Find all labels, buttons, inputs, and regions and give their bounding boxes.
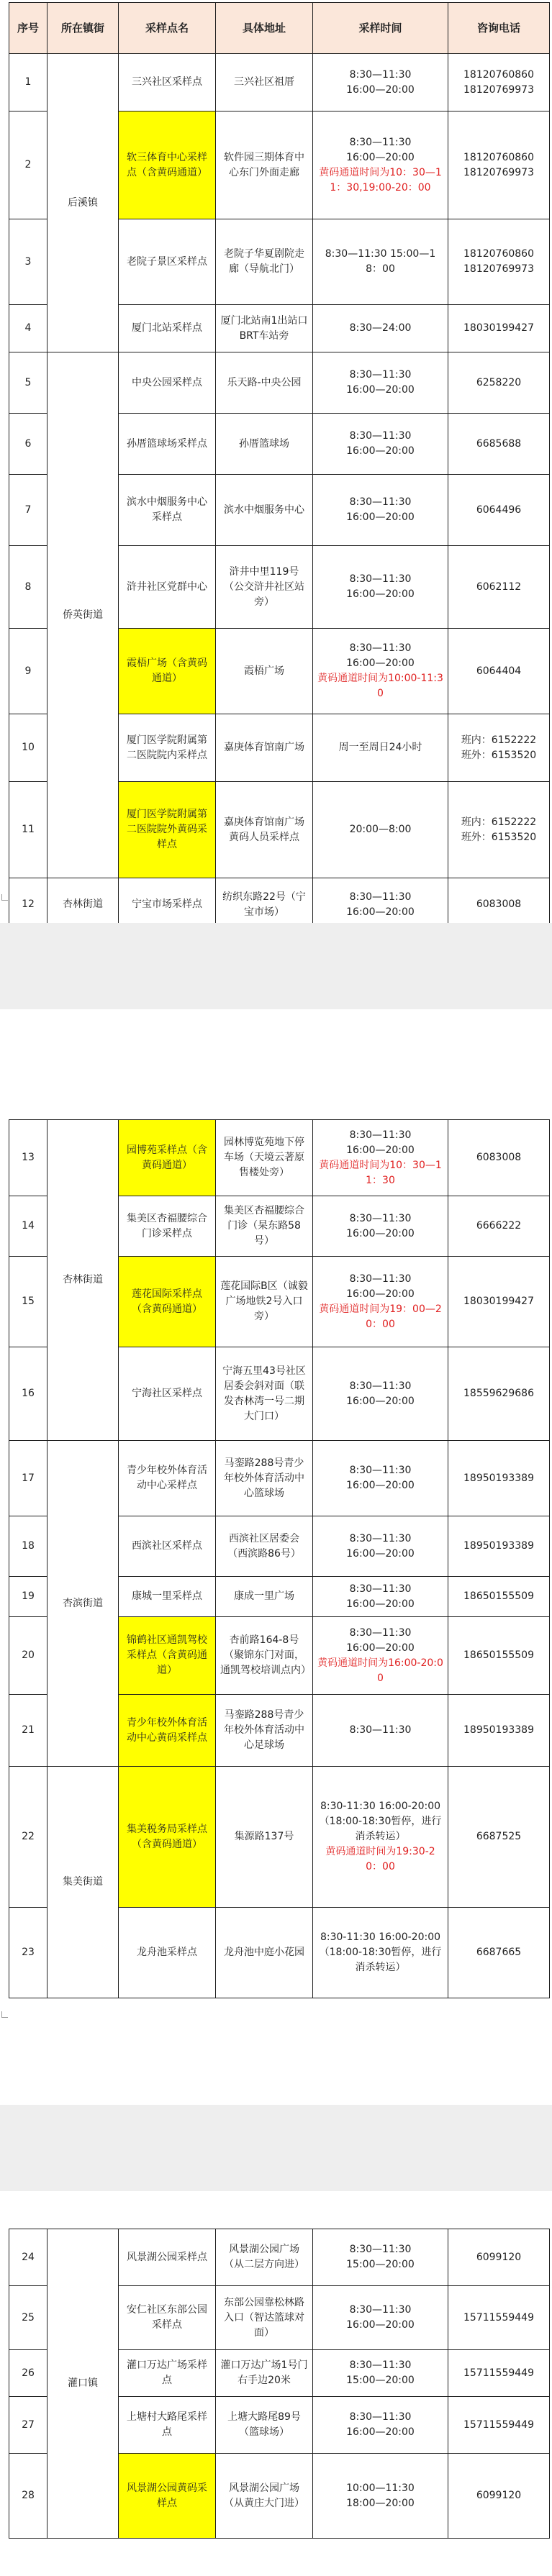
phone-number: 6687665	[448, 1908, 550, 1998]
phone-number: 6666222	[448, 1196, 550, 1257]
row-number: 20	[9, 1617, 47, 1695]
sampling-table-part-2	[9, 1119, 550, 1998]
phone-number: 15711559449	[448, 2397, 550, 2454]
sampling-time	[313, 305, 448, 352]
row-number: 11	[9, 782, 47, 878]
header-phone: 咨询电话	[448, 3, 550, 54]
site-name: 中央公园采样点	[119, 352, 216, 414]
town-name: 杏林街道	[47, 1120, 119, 1441]
row-number: 28	[9, 2454, 47, 2539]
site-name: 三兴社区采样点	[119, 54, 216, 111]
site-address: 灌口万达广场1号门右手边20米	[216, 2350, 313, 2397]
row-number: 8	[9, 546, 47, 629]
sampling-time	[313, 219, 448, 305]
site-name: 宁海社区采样点	[119, 1347, 216, 1441]
row-number: 25	[9, 2286, 47, 2350]
site-name: 康城一里采样点	[119, 1577, 216, 1617]
time-text: 8:30—11:30 16:00—20:00	[346, 1626, 415, 1654]
row-number: 9	[9, 629, 47, 714]
page-corner-mark	[1, 2011, 8, 2018]
row-number: 23	[9, 1908, 47, 1998]
yellow-code-time-note: 黄码通道时间为16:00-20:00	[317, 1657, 443, 1684]
site-address: 上塘大路尾89号（篮球场）	[216, 2397, 313, 2454]
site-address: 宁海五里43号社区居委会斜对面（联发杏林湾一号二期大门口）	[216, 1347, 313, 1441]
site-address: 浒井中里119号（公交浒井社区站旁）	[216, 546, 313, 629]
phone-number: 6083008	[448, 1120, 550, 1196]
row-number: 26	[9, 2350, 47, 2397]
table-row	[9, 1120, 550, 1196]
time-text: 10:00—11:30 18:00—20:00	[346, 2482, 415, 2509]
sampling-time	[313, 2454, 448, 2539]
time-text: 8:30—11:30 16:00—20:00	[346, 1583, 415, 1610]
table-row	[9, 352, 550, 414]
site-address: 老院子华夏剧院走廊（导航北门）	[216, 219, 313, 305]
sampling-time	[313, 1347, 448, 1441]
header-address: 具体地址	[216, 3, 313, 54]
site-address: 马銮路288号青少年校外体育活动中心篮球场	[216, 1441, 313, 1516]
site-address: 风景湖公园广场（从黄庄大门进）	[216, 2454, 313, 2539]
yellow-code-time-note: 黄码通道时间为10：30—11：30,19:00-20：00	[319, 166, 442, 194]
row-number: 14	[9, 1196, 47, 1257]
time-text: 8:30—11:30 16:00—20:00	[346, 369, 415, 396]
row-number: 18	[9, 1516, 47, 1577]
row-number: 13	[9, 1120, 47, 1196]
phone-number: 18120760860 18120769973	[448, 111, 550, 219]
row-number: 10	[9, 714, 47, 782]
time-text: 8:30—11:30 16:00—20:00	[346, 2411, 415, 2438]
time-text: 8:30—11:30 16:00—20:00	[346, 68, 415, 96]
site-address: 三兴社区祖厝	[216, 54, 313, 111]
site-address: 西滨社区居委会（西滨路86号）	[216, 1516, 313, 1577]
row-number: 1	[9, 54, 47, 111]
row-number: 27	[9, 2397, 47, 2454]
time-text: 8:30—11:30 16:00—20:00	[346, 136, 415, 163]
time-text: 8:30—11:30 16:00—20:00	[346, 1212, 415, 1239]
site-name: 软三体育中心采样点（含黄码通道）	[119, 111, 216, 219]
phone-number: 18030199427	[448, 305, 550, 352]
site-name: 安仁社区东部公园采样点	[119, 2286, 216, 2350]
sampling-table-part-3	[9, 2229, 550, 2539]
phone-number: 班内：6152222 班外：6153520	[448, 782, 550, 878]
site-address: 嘉庚体育馆南广场	[216, 714, 313, 782]
site-name: 宁宝市场采样点	[119, 878, 216, 932]
time-text: 8:30—11:30 16:00—20:00	[346, 1465, 415, 1491]
site-name: 上塘村大路尾采样点	[119, 2397, 216, 2454]
page-3	[9, 2229, 549, 2539]
phone-number: 6099120	[448, 2454, 550, 2539]
town-name: 侨英街道	[47, 352, 119, 878]
page-2	[9, 1119, 549, 1998]
sampling-time	[313, 1577, 448, 1617]
site-name: 滨水中烟服务中心采样点	[119, 475, 216, 546]
page-corner-mark	[1, 894, 8, 901]
sampling-table-part-1	[9, 2, 550, 932]
sampling-time	[313, 1617, 448, 1695]
header-row	[9, 3, 550, 54]
site-address: 东部公园靠松林路入口（智达篮球对面）	[216, 2286, 313, 2350]
phone-number: 6083008	[448, 878, 550, 932]
phone-number: 18650155509	[448, 1617, 550, 1695]
row-number: 19	[9, 1577, 47, 1617]
row-number: 17	[9, 1441, 47, 1516]
row-number: 24	[9, 2229, 47, 2286]
site-address: 康成一里广场	[216, 1577, 313, 1617]
site-address: 滨水中烟服务中心	[216, 475, 313, 546]
site-name: 西滨社区采样点	[119, 1516, 216, 1577]
sampling-time	[313, 1257, 448, 1347]
sampling-time	[313, 1908, 448, 1998]
time-text: 8:30-11:30 16:00-20:00 （18:00-18:30暂停，进行消杀转运）	[319, 1801, 442, 1842]
site-name: 锦鹤社区通凯驾校采样点（含黄码通道）	[119, 1617, 216, 1695]
table-row	[9, 1767, 550, 1908]
phone-number: 6062112	[448, 546, 550, 629]
site-name: 浒井社区党群中心	[119, 546, 216, 629]
sampling-time	[313, 2229, 448, 2286]
site-name: 集美区杏福腰综合门诊采样点	[119, 1196, 216, 1257]
site-address: 孙厝篮球场	[216, 414, 313, 475]
row-number: 6	[9, 414, 47, 475]
row-number: 3	[9, 219, 47, 305]
row-number: 2	[9, 111, 47, 219]
sampling-time	[313, 414, 448, 475]
site-address: 纺织东路22号（宁宝市场）	[216, 878, 313, 932]
site-address: 园林博览苑地下停车场（天境云著原售楼处旁）	[216, 1120, 313, 1196]
site-address: 马銮路288号青少年校外体育活动中心足球场	[216, 1695, 313, 1767]
sampling-time	[313, 54, 448, 111]
page-gap-2	[0, 2105, 552, 2191]
phone-number: 班内：6152222 班外：6153520	[448, 714, 550, 782]
yellow-code-time-note: 黄码通道时间为19：00—20：00	[319, 1303, 442, 1330]
time-text: 20:00—8:00	[349, 824, 412, 835]
sampling-time	[313, 352, 448, 414]
time-text: 8:30—11:30 16:00—20:00	[346, 2304, 415, 2331]
time-text: 8:30—11:30 15:00—20:00	[346, 2359, 415, 2386]
site-address: 集源路137号	[216, 1767, 313, 1908]
row-number: 5	[9, 352, 47, 414]
site-name: 集美税务局采样点（含黄码通道）	[119, 1767, 216, 1908]
town-name: 集美街道	[47, 1767, 119, 1998]
sampling-time	[313, 629, 448, 714]
phone-number: 18950193389	[448, 1695, 550, 1767]
time-text: 周一至周日24小时	[338, 742, 422, 753]
site-name: 风景湖公园黄码采样点	[119, 2454, 216, 2539]
time-text: 8:30—11:30 16:00—20:00	[346, 891, 415, 918]
sampling-time	[313, 2350, 448, 2397]
town-name: 杏滨街道	[47, 1441, 119, 1767]
time-text: 8:30—11:30	[349, 1724, 412, 1736]
site-name: 厦门医学院附属第二医院院内采样点	[119, 714, 216, 782]
time-text: 8:30—11:30 16:00—20:00	[346, 430, 415, 457]
site-name: 龙舟池采样点	[119, 1908, 216, 1998]
header-time: 采样时间	[313, 3, 448, 54]
site-address: 杏前路164-8号（聚锦东门对面，通凯驾校培训点内）	[216, 1617, 313, 1695]
sampling-time	[313, 1767, 448, 1908]
phone-number: 18950193389	[448, 1441, 550, 1516]
site-address: 嘉庚体育馆南广场黄码人员采样点	[216, 782, 313, 878]
sampling-time	[313, 1695, 448, 1767]
phone-number: 15711559449	[448, 2286, 550, 2350]
table-row	[9, 1441, 550, 1516]
sampling-time	[313, 111, 448, 219]
sampling-time	[313, 475, 448, 546]
row-number: 21	[9, 1695, 47, 1767]
time-text: 8:30—11:30 15:00—18：00	[325, 248, 436, 275]
time-text: 8:30—11:30 16:00—20:00	[346, 642, 415, 669]
row-number: 15	[9, 1257, 47, 1347]
phone-number: 18650155509	[448, 1577, 550, 1617]
site-address: 霞梧广场	[216, 629, 313, 714]
phone-number: 6064404	[448, 629, 550, 714]
site-address: 乐天路-中央公园	[216, 352, 313, 414]
row-number: 22	[9, 1767, 47, 1908]
sampling-time	[313, 782, 448, 878]
phone-number: 18559629686	[448, 1347, 550, 1441]
phone-number: 18120760860 18120769973	[448, 219, 550, 305]
phone-number: 6685688	[448, 414, 550, 475]
page-gap-1	[0, 923, 552, 1009]
sampling-time	[313, 2286, 448, 2350]
phone-number: 18950193389	[448, 1516, 550, 1577]
header-no: 序号	[9, 3, 47, 54]
table-row	[9, 54, 550, 111]
time-text: 8:30—11:30 16:00—20:00	[346, 1129, 415, 1156]
site-address: 风景湖公园广场（从二层方向进）	[216, 2229, 313, 2286]
sampling-time	[313, 2397, 448, 2454]
time-text: 8:30-11:30 16:00-20:00 （18:00-18:30暂停，进行消杀转运）	[319, 1931, 442, 1973]
site-name: 霞梧广场（含黄码通道）	[119, 629, 216, 714]
sampling-time	[313, 714, 448, 782]
phone-number: 6258220	[448, 352, 550, 414]
yellow-code-time-note: 黄码通道时间为10：30—11：30	[319, 1159, 442, 1186]
time-text: 8:30—11:30 16:00—20:00	[346, 1532, 415, 1560]
time-text: 8:30—11:30 15:00—20:00	[346, 2244, 415, 2270]
sampling-time	[313, 1196, 448, 1257]
site-name: 风景湖公园采样点	[119, 2229, 216, 2286]
phone-number: 6687525	[448, 1767, 550, 1908]
row-number: 4	[9, 305, 47, 352]
row-number: 7	[9, 475, 47, 546]
time-text: 8:30—24:00	[349, 322, 412, 334]
phone-number: 6099120	[448, 2229, 550, 2286]
sampling-time	[313, 1441, 448, 1516]
row-number: 16	[9, 1347, 47, 1441]
page-1	[9, 2, 549, 932]
time-text: 8:30—11:30 16:00—20:00	[346, 496, 415, 523]
site-name: 园博苑采样点（含黄码通道）	[119, 1120, 216, 1196]
table-row	[9, 2229, 550, 2286]
time-text: 8:30—11:30 16:00—20:00	[346, 1380, 415, 1407]
header-name: 采样点名	[119, 3, 216, 54]
phone-number: 15711559449	[448, 2350, 550, 2397]
time-text: 8:30—11:30 16:00—20:00	[346, 1273, 415, 1300]
sampling-time	[313, 1516, 448, 1577]
sampling-time	[313, 546, 448, 629]
header-town: 所在镇街	[47, 3, 119, 54]
yellow-code-time-note: 黄码通道时间为10:00-11:30	[317, 673, 443, 699]
site-name: 厦门医学院附属第二医院院外黄码采样点	[119, 782, 216, 878]
phone-number: 18030199427	[448, 1257, 550, 1347]
site-address: 厦门北站南1出站口BRT车站旁	[216, 305, 313, 352]
row-number: 12	[9, 878, 47, 932]
phone-number: 18120760860 18120769973	[448, 54, 550, 111]
yellow-code-time-note: 黄码通道时间为19:30-20：00	[325, 1846, 435, 1872]
town-name: 灌口镇	[47, 2229, 119, 2539]
site-name: 灌口万达广场采样点	[119, 2350, 216, 2397]
sampling-time	[313, 1120, 448, 1196]
phone-number: 6064496	[448, 475, 550, 546]
site-name: 青少年校外体育活动中心采样点	[119, 1441, 216, 1516]
site-address: 集美区杏福腰综合门诊（杲东路58号）	[216, 1196, 313, 1257]
town-name: 杏林街道	[47, 878, 119, 932]
site-address: 莲花国际B区（诚毅广场地铁2号入口旁）	[216, 1257, 313, 1347]
site-name: 厦门北站采样点	[119, 305, 216, 352]
site-address: 龙舟池中庭小花园	[216, 1908, 313, 1998]
town-name: 后溪镇	[47, 54, 119, 352]
time-text: 8:30—11:30 16:00—20:00	[346, 573, 415, 600]
site-name: 老院子景区采样点	[119, 219, 216, 305]
site-address: 软件园三期体育中心东门外面走廊	[216, 111, 313, 219]
site-name: 莲花国际采样点（含黄码通道）	[119, 1257, 216, 1347]
site-name: 青少年校外体育活动中心黄码采样点	[119, 1695, 216, 1767]
site-name: 孙厝篮球场采样点	[119, 414, 216, 475]
